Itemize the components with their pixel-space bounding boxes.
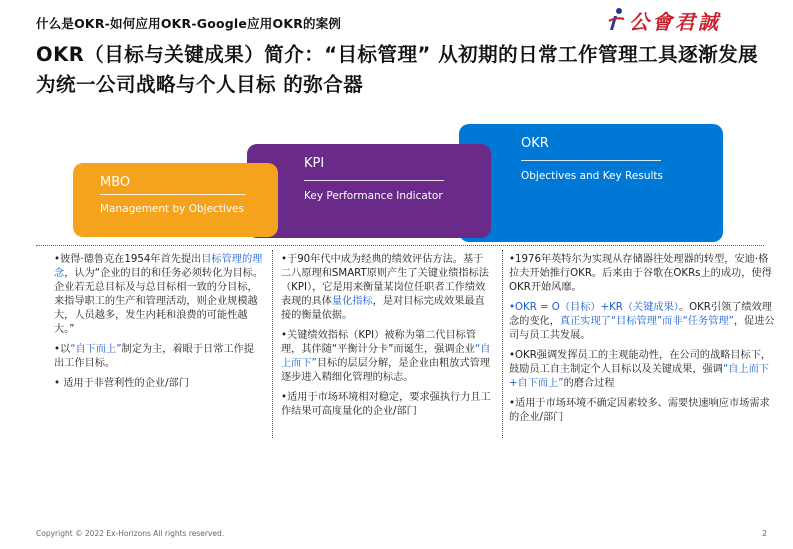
kpi-card-subtitle: Key Performance Indicator: [304, 190, 443, 202]
highlight-text: “自上而下”: [281, 344, 491, 369]
breadcrumb: 什么是OKR-如何应用OKR-Google应用OKR的案例: [36, 16, 342, 31]
mbo-paragraph: [54, 253, 264, 337]
mbo-paragraph: [54, 343, 264, 371]
mbo-card-subtitle: Management by Objectives: [100, 203, 244, 215]
mbo-card-title: MBO: [100, 175, 131, 190]
kpi-paragraph: [281, 253, 491, 323]
page-title: OKR（目标与关键成果）简介：“目标管理” 从初期的日常工作管理工具逐渐发展为统一公司战略与个人目标 的弥合器: [36, 43, 759, 96]
text: 制定为主，着眼于日常工作提出工作目标。: [54, 344, 254, 369]
text: ，是对目标完成效果最直接的衡量依据。: [281, 296, 485, 321]
text: 的磨合过程: [563, 378, 615, 389]
kpi-column: [281, 253, 491, 425]
highlight-text: “自下而上”: [70, 344, 122, 355]
okr-paragraph: •1976年英特尔为实现从存储器往处理器的转型，安迪·格拉夫开始推行OKR。后来由于谷歌在OKRs上的成功，使得OKR开始风靡。: [509, 254, 772, 293]
text: 目标的层层分解，是企业由粗放式管理逐步进入精细化管理的标志。: [281, 358, 491, 383]
okr-card-title: OKR: [521, 136, 549, 151]
text: •彼得·德鲁克在1954年首先提出: [54, 254, 202, 265]
text: •关键绩效指标（KPI）被称为第二代目标管理，其伴随“平衡计分卡”而诞生，强调企业: [281, 330, 477, 355]
okr-card-subtitle: Objectives and Key Results: [521, 170, 663, 182]
okr-paragraph: [509, 301, 777, 343]
text: •于90年代中成为经典的绩效评估方法。基于二八原理和SMART原则产生了关键业绩指标法（KPI），它是用来衡量某岗位任职者工作绩效表现的具体: [281, 254, 489, 307]
okr-card-divider: [521, 160, 661, 161]
highlight-text: •OKR = O（目标）+KR（关键成果）: [509, 302, 679, 313]
mbo-card: [73, 163, 278, 237]
company-logo: [605, 6, 765, 32]
logo-text: 公會君誠: [629, 10, 721, 34]
column-divider-1: [272, 250, 273, 438]
page-number: 2: [762, 529, 768, 538]
okr-paragraph: [509, 349, 777, 391]
highlight-text: 真正实现了“目标管理”而非“任务管理”: [559, 316, 734, 327]
mbo-paragraph: • 适用于非营利性的企业/部门: [54, 378, 189, 389]
okr-paragraph: •适用于市场环境不确定因素较多、需要快速响应市场需求的企业/部门: [509, 398, 770, 423]
kpi-paragraph: •适用于市场环境相对稳定，要求强执行力且工作结果可高度量化的企业/部门: [281, 392, 491, 417]
mbo-column: [54, 253, 264, 397]
highlight-text: 目标管理的理念: [54, 254, 263, 279]
text: 。OKR引领了绩效理念的变化，: [509, 302, 772, 327]
text: •OKR强调发挥员工的主观能动性，在公司的战略目标下，鼓励员工自主制定个人目标以及关键成果，强调: [509, 350, 772, 375]
text: •以: [54, 344, 71, 355]
text: ，认为“企业的目的和任务必须转化为目标。企业若无总目标及与总目标相一致的分目标，来指导职工的生产和管理活动，则企业规模越大，人员越多，发生内耗和浪费的可能性越大。”: [54, 268, 264, 335]
kpi-card: [247, 144, 491, 238]
okr-card: [459, 124, 723, 242]
kpi-card-divider: [304, 180, 444, 181]
logo-icon: [605, 6, 627, 32]
kpi-card-title: KPI: [304, 156, 325, 171]
text: ，促进公司与员工共发展。: [509, 316, 775, 341]
highlight-text: 量化指标: [331, 296, 373, 307]
copyright-footer: Copyright © 2022 Ex-Horizons All rights reserved.: [36, 529, 225, 538]
okr-column: [509, 253, 777, 431]
highlight-text: “自上而下+自下而上”: [509, 364, 769, 389]
column-divider-2: [502, 250, 503, 438]
horizontal-divider: [36, 245, 764, 246]
kpi-paragraph: [281, 329, 491, 385]
mbo-card-divider: [100, 194, 246, 195]
